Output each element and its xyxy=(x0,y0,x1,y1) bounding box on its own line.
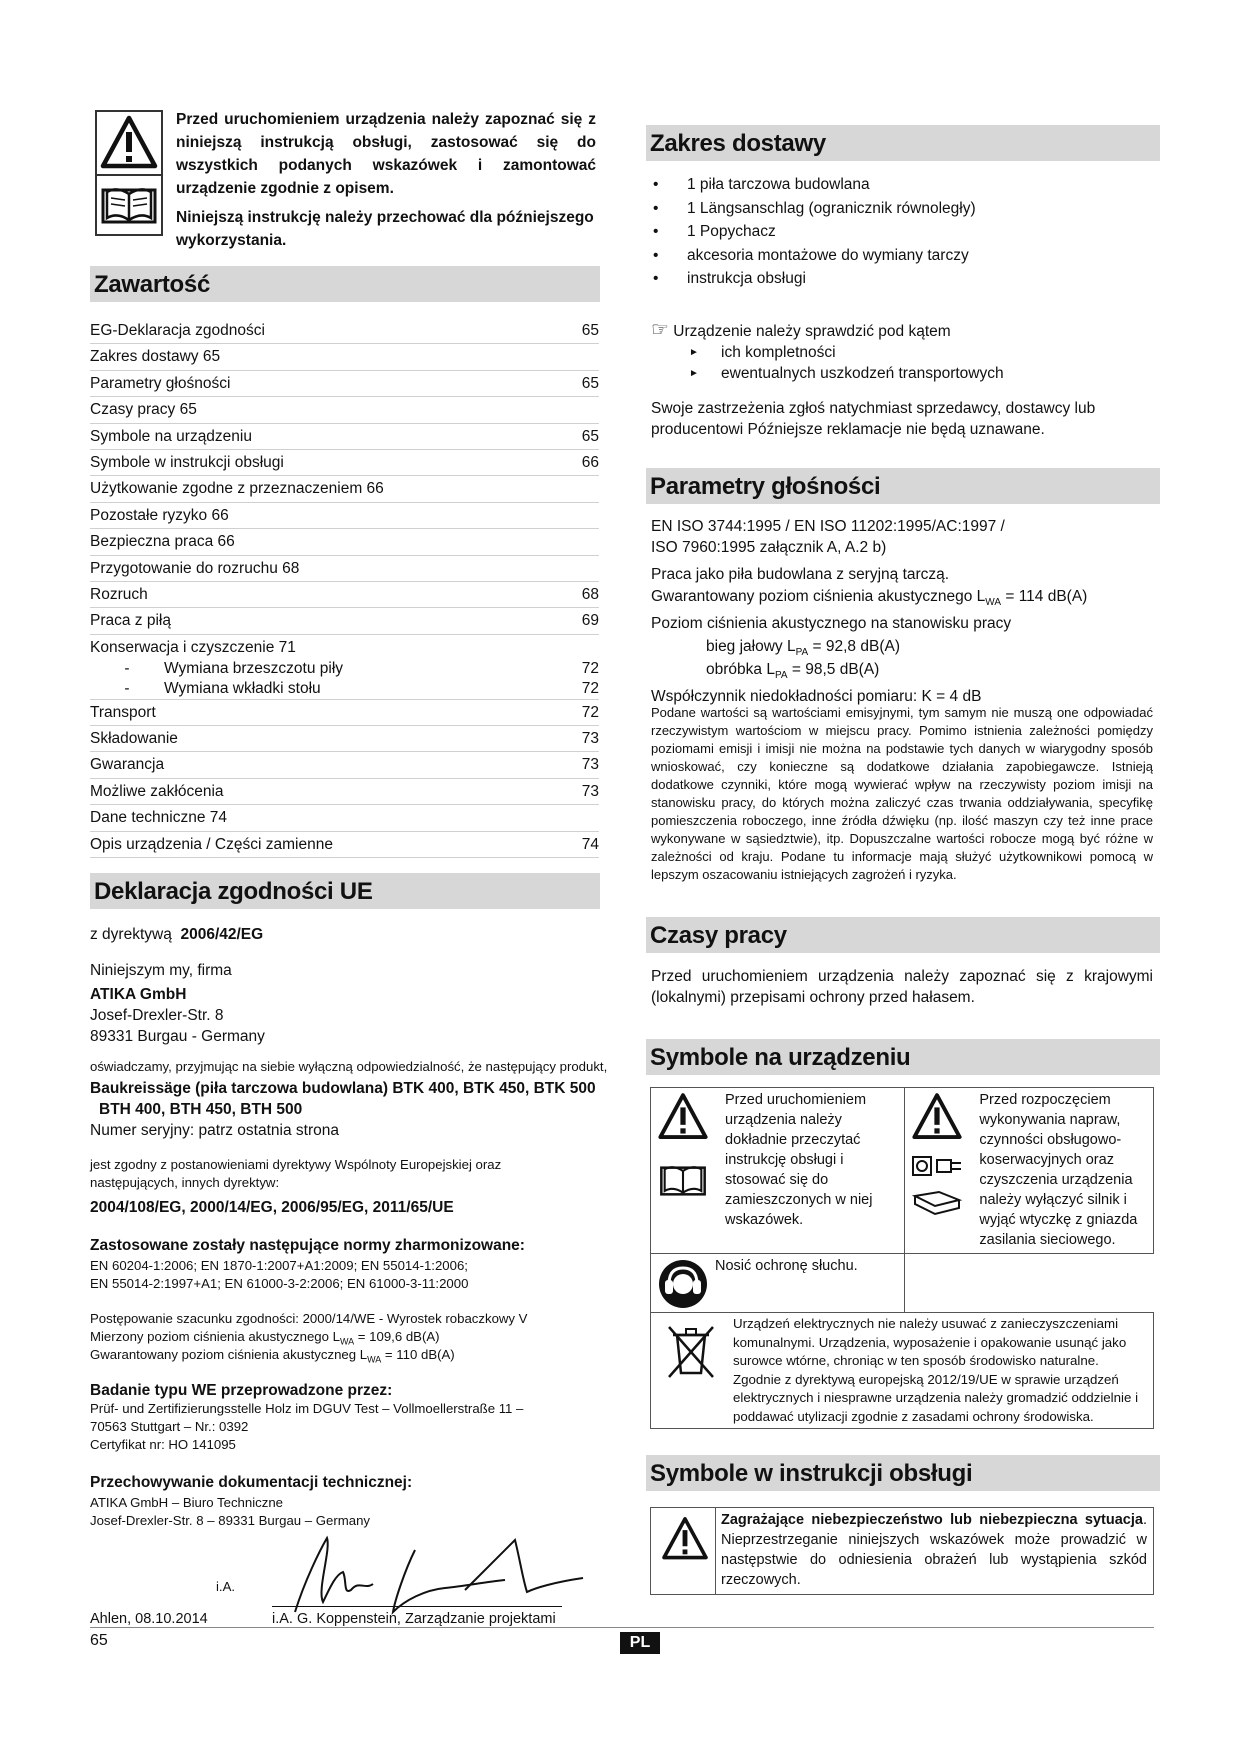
toc-label: Symbole na urządzeniu xyxy=(90,427,252,445)
company-block xyxy=(90,960,600,1047)
noise-process xyxy=(706,659,879,686)
toc-row xyxy=(90,726,599,752)
norms-title: Zastosowane zostały następujące normy zharmonizowane: xyxy=(90,1237,525,1254)
delivery-item: • instrukcja obsługi xyxy=(651,267,1160,291)
toc-page xyxy=(577,476,599,501)
symbol-text-2: Przed rozpoczęciem wykonywania napraw, czynności obsługowo-koserwacyjnych oraz czyszczenia urządzenia należy wyłączyć silnik i wyjąć wtyczkę z gniazda zasilania sieciowego. xyxy=(979,1092,1138,1248)
procedure-2-sub: WA xyxy=(339,1336,355,1347)
toc-row xyxy=(90,503,599,529)
symbol-text-1: Przed uruchomieniem urządzenia należy dokładnie przeczytać instrukcję obsługi i stosować się do zamieszczonych w niej wskazówek. xyxy=(725,1092,873,1228)
doc-title: Przechowywanie dokumentacji technicznej: xyxy=(90,1474,413,1491)
signature xyxy=(265,1520,585,1620)
procedure-2-text: Mierzony poziom ciśnienia akustycznego L xyxy=(90,1329,340,1344)
toc-row-konserwacja xyxy=(90,635,599,700)
complaint-text: Swoje zastrzeżenia zgłoś natychmiast sprzedawcy, dostawcy lub producentowi Późniejsze reklamacje nie będą uznawane. xyxy=(651,400,1096,438)
toc-label: Parametry głośności xyxy=(90,374,231,392)
toc-page: 66 xyxy=(581,453,599,471)
noise-guaranteed xyxy=(651,586,1160,613)
product-line-2: BTH 400, BTH 450, BTH 500 xyxy=(99,1101,303,1118)
toc-subrow xyxy=(90,679,599,699)
toc-subrow xyxy=(90,659,599,679)
toc-sub-label: Wymiana brzeszczotu piły xyxy=(164,659,344,677)
declare-text: oświadczamy, przyjmując na siebie wyłączną odpowiedzialność, że następujący produkt, xyxy=(90,1059,608,1074)
toc-page: 65 xyxy=(581,322,599,339)
toc-page: 73 xyxy=(581,756,599,774)
toc-row xyxy=(90,556,599,582)
toc-label: Możliwe zakłócenia xyxy=(90,782,224,800)
company-street: Josef-Drexler-Str. 8 xyxy=(90,1007,224,1024)
manual-warning-bold: Zagrażające niebezpieczeństwo lub niebezpieczna sytuacja xyxy=(721,1512,1143,1528)
toc-label: Składowanie xyxy=(90,730,178,748)
intro-paragraph-1: Przed uruchomieniem urządzenia należy zapoznać się z niniejszą instrukcją obsługi, zastosować się do wszystkich podanych wskazówek i zamontować urządzenie zgodnie z opisem. xyxy=(176,111,596,197)
language-badge: PL xyxy=(620,1632,660,1654)
toc-row xyxy=(90,529,599,555)
noise-guaranteed-sub: WA xyxy=(985,597,1002,609)
toc-page xyxy=(577,397,599,422)
symbol-cell-3 xyxy=(651,1254,905,1313)
toc-page: 72 xyxy=(581,679,599,697)
norms-2: EN 55014-2:1997+A1; EN 61000-3-2:2006; EN 61000-3-11:2000 xyxy=(90,1276,469,1291)
toc-row xyxy=(90,700,599,726)
directive-number: 2006/42/EG xyxy=(180,926,264,943)
noise-note: Podane wartości są wartościami emisyjnymi, tym samym nie muszą one odpowiadać rzeczywistym wartościom w miejscu pracy. Pomimo istnienia zależności pomiędzy poziomami emisji i imisji nie można na podstawie tych danych w wiarygodny sposób wnioskować, czy konieczne są dodatkowe działania zapobiegawcze. Istnieją dodatkowe czynniki, które mogą wywierać wpływ na rzeczywisty poziom imisji na stanowisku pracy, do których można zaliczyć czas trwania oddziaływania, specyfikę pomieszczenia roboczego, inne źródła dźwięku (np. ilość maszyn czy też inne prace wykonywane w sąsiedztwie), itp. Dopuszczalne wartości robocze mogą być różne w zależności od kraju. Podane tu informacje mają służyć użytkownikowi pomocą w lepszym oszacowaniu istniejących zagrożeń i ryzyka. xyxy=(651,705,1153,882)
toc-page: 74 xyxy=(581,835,599,853)
page-number: 65 xyxy=(90,1632,108,1649)
procedure-3-sub: WA xyxy=(367,1354,382,1365)
footer-line xyxy=(90,1627,1154,1628)
worktime-text: Przed uruchomieniem urządzenia należy zapoznać się z krajowymi (lokalnymi) przepisami ochrony przed hałasem. xyxy=(651,968,1153,1006)
noise-std-2: ISO 7960:1995 załącznik A, A.2 b) xyxy=(651,539,887,556)
manual-book-icon xyxy=(909,1188,965,1216)
symbol-cell-empty xyxy=(905,1254,1154,1313)
toc-title: Zawartość xyxy=(90,266,600,302)
toc-page: 65 xyxy=(581,427,599,445)
warning-icon xyxy=(659,1514,711,1564)
pointing-hand-icon: ☞ xyxy=(651,319,669,341)
manual-symbols-title: Symbole w instrukcji obsługi xyxy=(646,1455,1160,1491)
toc-row xyxy=(90,424,599,450)
toc-page: 72 xyxy=(581,703,599,721)
test-title: Badanie typu WE przeprowadzone przez: xyxy=(90,1382,393,1399)
procedure-3-value: = 110 dB(A) xyxy=(381,1347,455,1362)
toc-page xyxy=(577,344,599,369)
toc-sub-dash: - xyxy=(124,679,130,697)
test-1: Prüf- und Zertifizierungsstelle Holz im DGUV Test – Vollmoellerstraße 11 – xyxy=(90,1401,524,1416)
product-line-1: Baukreissäge (piła tarczowa budowlana) BTK 400, BTK 450, BTK 500 xyxy=(90,1080,596,1097)
manual-book-icon xyxy=(97,176,161,236)
toc-row xyxy=(90,450,599,476)
noise-process-text: obróbka L xyxy=(706,661,775,678)
noise-station: Poziom ciśnienia akustycznego na stanowisku pracy xyxy=(651,615,1012,632)
directive-prefix: z dyrektywą xyxy=(90,926,172,943)
declaration-date: Ahlen, 08.10.2014 xyxy=(90,1611,208,1627)
manual-book-icon xyxy=(655,1156,711,1206)
noise-guaranteed-value: = 114 dB(A) xyxy=(1001,588,1088,605)
directives-list: 2004/108/EG, 2000/14/EG, 2006/95/EG, 2011/65/UE xyxy=(90,1199,454,1216)
toc-row xyxy=(90,318,599,344)
toc-label: Bezpieczna praca 66 xyxy=(90,533,235,551)
intro-icon-box xyxy=(95,110,163,236)
serial-number: Numer seryjny: patrz ostatnia strona xyxy=(90,1122,339,1139)
symbol-cell-1 xyxy=(651,1088,905,1254)
toc-label: EG-Deklaracja zgodności xyxy=(90,322,265,339)
check-list xyxy=(651,342,1160,384)
toc-label: Pozostałe ryzyko 66 xyxy=(90,506,229,524)
declaration-title: Deklaracja zgodności UE xyxy=(90,873,600,909)
ear-protection-icon xyxy=(657,1258,709,1310)
toc-sub-label: Wymiana wkładki stołu xyxy=(164,679,321,697)
test-3: Certyfikat nr: HO 141095 xyxy=(90,1437,236,1452)
toc-row xyxy=(90,832,599,858)
procedure-3-text: Gwarantowany poziom ciśnienia akustyczneg L xyxy=(90,1347,368,1362)
procedure-3 xyxy=(90,1346,600,1369)
delivery-item: • 1 Popychacz xyxy=(651,220,1160,244)
toc-page xyxy=(577,503,599,528)
toc-label: Opis urządzenia / Części zamienne xyxy=(90,835,333,853)
symbols-title: Symbole na urządzeniu xyxy=(646,1039,1160,1075)
toc-sub-dash: - xyxy=(124,659,130,677)
noise-k: Współczynnik niedokładności pomiaru: K = 4 dB xyxy=(651,688,982,705)
procedure-2-value: = 109,6 dB(A) xyxy=(354,1329,440,1344)
toc-label: Zakres dostawy 65 xyxy=(90,348,221,366)
symbol-cell-2 xyxy=(905,1088,1154,1254)
noise-title: Parametry głośności xyxy=(646,468,1160,504)
test-2: 70563 Stuttgart – Nr.: 0392 xyxy=(90,1419,249,1434)
check-line xyxy=(651,320,1160,342)
toc-label: Symbole w instrukcji obsługi xyxy=(90,453,284,471)
toc-row xyxy=(90,371,599,397)
worktime-title: Czasy pracy xyxy=(646,917,1160,953)
toc-page: 68 xyxy=(581,585,599,603)
noise-idle-value: = 92,8 dB(A) xyxy=(808,638,900,655)
directive-line xyxy=(90,924,600,945)
weee-bin-icon xyxy=(659,1319,723,1383)
toc-label: Transport xyxy=(90,703,156,721)
signer: i.A. G. Koppenstein, Zarządzanie projektami xyxy=(272,1611,556,1627)
toc-label: Praca z piłą xyxy=(90,612,171,630)
noise-idle-sub: PA xyxy=(795,647,809,659)
warning-icon xyxy=(97,112,161,174)
toc-page: 73 xyxy=(581,782,599,800)
noise-guaranteed-text: Gwarantowany poziom ciśnienia akustycznego L xyxy=(651,588,986,605)
doc-1: ATIKA GmbH – Biuro Techniczne xyxy=(90,1495,284,1510)
company-name: ATIKA GmbH xyxy=(90,986,187,1003)
delivery-item: • 1 Längsanschlag (ogranicznik równoległy) xyxy=(651,197,1160,221)
toc-page: 65 xyxy=(581,374,599,392)
toc-row xyxy=(90,476,599,502)
toc-row xyxy=(90,344,599,370)
warning-icon xyxy=(655,1090,711,1144)
toc-label: Konserwacja i czyszczenie 71 xyxy=(90,638,296,656)
we-firm: Niniejszym my, firma xyxy=(90,962,232,979)
norms-1: EN 60204-1:2006; EN 1870-1:2007+A1:2009; EN 55014-1:2006; xyxy=(90,1258,468,1273)
symbol-text-4: Urządzeń elektrycznych nie należy usuwać z zanieczyszczeniami komunalnymi. Urządzenia, wyposażenie i opakowanie usunąć jako surowce wtórne, chroniąc w ten sposób środowisko naturalne. Zgodnie z dyrektywą europejską 2012/19/UE w sprawie urządzeń elektrycznych i niesprawne urządzenia należy gromadzić oddzielnie i poddawać utylizacji zgodnie z zasadami ochrony środowiska. xyxy=(733,1316,1139,1424)
manual-warning-text: Zagrażające niebezpieczeństwo lub niebezpieczna sytuacja. Nieprzestrzeganie niniejszych wskazówek może prowadzić w następstwie do odniesienia obrażeń lub wystąpienia szkód rzeczowych. xyxy=(721,1512,1147,1588)
toc-row xyxy=(90,582,599,608)
toc-row xyxy=(90,608,599,634)
toc-page xyxy=(577,805,599,830)
toc-row xyxy=(90,397,599,423)
check-item: ► ewentualnych uszkodzeń transportowych xyxy=(651,363,1160,384)
procedure-1: Postępowanie szacunku zgodności: 2000/14/WE - Wyrostek robaczkowy V xyxy=(90,1311,528,1326)
noise-work: Praca jako piła budowlana z seryjną tarczą. xyxy=(651,566,950,583)
symbol-cell-4 xyxy=(651,1313,1154,1429)
noise-process-sub: PA xyxy=(774,670,788,682)
ia-label: i.A. xyxy=(216,1579,236,1594)
intro-text xyxy=(176,108,596,252)
company-city: 89331 Burgau - Germany xyxy=(90,1028,265,1045)
check-text: Urządzenie należy sprawdzić pod kątem xyxy=(673,323,951,340)
toc-row xyxy=(90,805,599,831)
noise-process-value: = 98,5 dB(A) xyxy=(787,661,880,678)
intro-paragraph-2: Niniejszą instrukcję należy przechować dla późniejszego wykorzystania. xyxy=(176,209,594,249)
noise-std-1: EN ISO 3744:1995 / EN ISO 11202:1995/AC:1997 / xyxy=(651,518,1005,535)
delivery-item: • 1 piła tarczowa budowlana xyxy=(651,173,1160,197)
toc-label: Użytkowanie zgodne z przeznaczeniem 66 xyxy=(90,480,384,498)
conform-text: jest zgodny z postanowieniami dyrektywy Wspólnoty Europejskiej oraz następujących, innych dyrektyw: xyxy=(90,1157,502,1190)
toc-page xyxy=(577,529,599,554)
toc-page: 72 xyxy=(581,659,599,677)
toc-label: Rozruch xyxy=(90,585,148,603)
toc-label: Przygotowanie do rozruchu 68 xyxy=(90,559,300,577)
unplug-icon xyxy=(909,1152,965,1182)
delivery-item: • akcesoria montażowe do wymiany tarczy xyxy=(651,244,1160,268)
doc-2: Josef-Drexler-Str. 8 – 89331 Burgau – Germany xyxy=(90,1513,371,1528)
delivery-title: Zakres dostawy xyxy=(646,125,1160,161)
noise-idle-text: bieg jałowy L xyxy=(706,638,796,655)
table-of-contents xyxy=(90,318,599,858)
toc-row xyxy=(90,752,599,778)
manual-warning-body: Nieprzestrzeganie niniejszych wskazówek może prowadzić w następstwie do odniesienia obrażeń lub wystąpienia szkód rzeczowych. xyxy=(721,1532,1147,1588)
delivery-list xyxy=(651,173,1160,291)
device-symbols-table xyxy=(650,1087,1154,1429)
check-item: ► ich kompletności xyxy=(651,342,1160,363)
symbol-text-3: Nosić ochronę słuchu. xyxy=(715,1258,858,1274)
warning-icon xyxy=(909,1090,965,1144)
toc-label: Gwarancja xyxy=(90,756,165,774)
manual-warning-box xyxy=(650,1507,1154,1595)
toc-page: 73 xyxy=(581,730,599,748)
toc-row xyxy=(90,779,599,805)
toc-page xyxy=(577,556,599,581)
toc-label: Dane techniczne 74 xyxy=(90,809,228,827)
toc-label: Czasy pracy 65 xyxy=(90,401,197,419)
toc-page: 69 xyxy=(581,612,599,630)
